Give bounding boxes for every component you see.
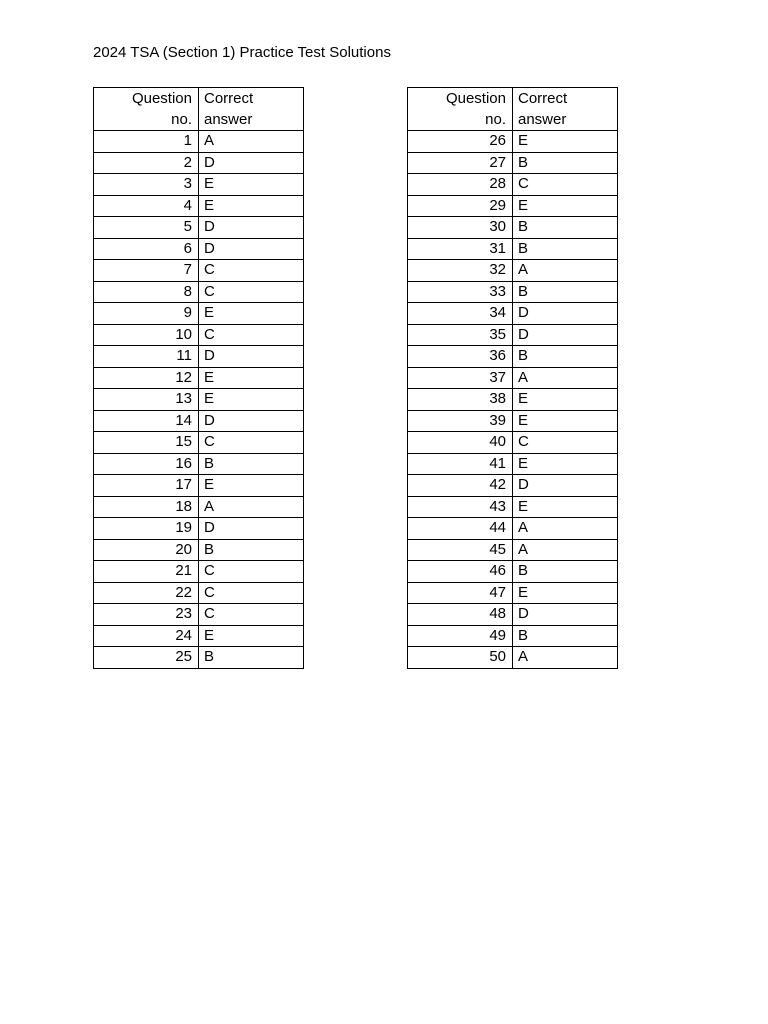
correct-answer-cell: A xyxy=(513,518,618,540)
correct-answer-cell: D xyxy=(199,238,304,260)
table-row xyxy=(408,174,618,196)
table-row xyxy=(408,582,618,604)
question-number-cell: 50 xyxy=(408,647,513,669)
question-number-cell: 31 xyxy=(408,238,513,260)
correct-answer-cell: C xyxy=(199,432,304,454)
table-row xyxy=(94,604,304,626)
table-row xyxy=(408,389,618,411)
correct-answer-header xyxy=(199,88,304,131)
question-number-cell: 34 xyxy=(408,303,513,325)
question-number-cell: 23 xyxy=(94,604,199,626)
correct-answer-cell: B xyxy=(513,625,618,647)
correct-answer-cell: B xyxy=(513,281,618,303)
correct-answer-cell: E xyxy=(513,131,618,153)
table-header-row xyxy=(94,88,304,131)
table-row xyxy=(94,625,304,647)
correct-answer-cell: B xyxy=(199,647,304,669)
correct-answer-cell: B xyxy=(199,453,304,475)
question-number-cell: 1 xyxy=(94,131,199,153)
correct-answer-cell: D xyxy=(199,410,304,432)
table-row xyxy=(94,303,304,325)
table-row xyxy=(408,346,618,368)
question-number-cell: 39 xyxy=(408,410,513,432)
table-row xyxy=(408,238,618,260)
table-row xyxy=(94,367,304,389)
table-row xyxy=(94,131,304,153)
question-number-cell: 24 xyxy=(94,625,199,647)
question-number-cell: 40 xyxy=(408,432,513,454)
question-number-cell: 46 xyxy=(408,561,513,583)
table-row xyxy=(94,281,304,303)
question-number-cell: 41 xyxy=(408,453,513,475)
correct-answer-cell: D xyxy=(199,217,304,239)
table-row xyxy=(94,582,304,604)
question-number-cell: 20 xyxy=(94,539,199,561)
header-text: no. xyxy=(485,111,506,128)
correct-answer-cell: E xyxy=(513,410,618,432)
correct-answer-cell: D xyxy=(199,518,304,540)
correct-answer-cell: E xyxy=(513,453,618,475)
correct-answer-cell: E xyxy=(513,195,618,217)
correct-answer-cell: D xyxy=(513,475,618,497)
table-row xyxy=(408,303,618,325)
question-number-header xyxy=(94,88,199,131)
table-row xyxy=(408,432,618,454)
question-number-header xyxy=(408,88,513,131)
table-row xyxy=(408,324,618,346)
header-text: no. xyxy=(171,111,192,128)
correct-answer-cell: C xyxy=(199,561,304,583)
correct-answer-cell: C xyxy=(199,281,304,303)
correct-answer-cell: B xyxy=(513,217,618,239)
question-number-cell: 30 xyxy=(408,217,513,239)
table-row xyxy=(94,346,304,368)
correct-answer-cell: C xyxy=(199,604,304,626)
table-row xyxy=(408,217,618,239)
correct-answer-cell: D xyxy=(199,152,304,174)
answers-table-2 xyxy=(407,87,618,669)
question-number-cell: 11 xyxy=(94,346,199,368)
question-number-cell: 4 xyxy=(94,195,199,217)
correct-answer-cell: C xyxy=(199,260,304,282)
question-number-cell: 5 xyxy=(94,217,199,239)
question-number-cell: 21 xyxy=(94,561,199,583)
answers-table-1 xyxy=(93,87,304,669)
table-row xyxy=(408,410,618,432)
question-number-cell: 10 xyxy=(94,324,199,346)
correct-answer-cell: D xyxy=(513,604,618,626)
table-row xyxy=(94,453,304,475)
table-row xyxy=(408,604,618,626)
correct-answer-cell: C xyxy=(199,324,304,346)
correct-answer-cell: E xyxy=(199,174,304,196)
question-number-cell: 3 xyxy=(94,174,199,196)
table-row xyxy=(94,324,304,346)
correct-answer-cell: A xyxy=(513,539,618,561)
table-header-row xyxy=(408,88,618,131)
correct-answer-cell: E xyxy=(199,625,304,647)
correct-answer-cell: A xyxy=(513,367,618,389)
table-row xyxy=(94,496,304,518)
question-number-cell: 26 xyxy=(408,131,513,153)
table-row xyxy=(94,432,304,454)
correct-answer-cell: B xyxy=(513,238,618,260)
table-row xyxy=(94,174,304,196)
table-row xyxy=(94,152,304,174)
table-row xyxy=(94,539,304,561)
table-row xyxy=(408,518,618,540)
correct-answer-cell: C xyxy=(199,582,304,604)
answers-table-body xyxy=(94,131,304,669)
question-number-cell: 17 xyxy=(94,475,199,497)
table-row xyxy=(94,561,304,583)
table-row xyxy=(94,217,304,239)
correct-answer-cell: B xyxy=(199,539,304,561)
question-number-cell: 38 xyxy=(408,389,513,411)
correct-answer-cell: E xyxy=(513,389,618,411)
correct-answer-cell: A xyxy=(513,260,618,282)
question-number-cell: 25 xyxy=(94,647,199,669)
table-row xyxy=(408,496,618,518)
header-text: answer xyxy=(204,111,253,128)
question-number-cell: 27 xyxy=(408,152,513,174)
table-row xyxy=(408,539,618,561)
table-row xyxy=(408,561,618,583)
question-number-cell: 22 xyxy=(94,582,199,604)
header-text: answer xyxy=(518,111,567,128)
header-text: Correct xyxy=(518,90,568,107)
question-number-cell: 6 xyxy=(94,238,199,260)
answers-table-body xyxy=(408,131,618,669)
correct-answer-cell: C xyxy=(513,432,618,454)
correct-answer-cell: B xyxy=(513,561,618,583)
table-row xyxy=(408,260,618,282)
correct-answer-cell: C xyxy=(513,174,618,196)
question-number-cell: 36 xyxy=(408,346,513,368)
question-number-cell: 13 xyxy=(94,389,199,411)
table-row xyxy=(94,518,304,540)
table-row xyxy=(408,625,618,647)
question-number-cell: 43 xyxy=(408,496,513,518)
table-row xyxy=(94,260,304,282)
table-row xyxy=(408,367,618,389)
correct-answer-cell: B xyxy=(513,346,618,368)
correct-answer-cell: E xyxy=(199,475,304,497)
correct-answer-cell: E xyxy=(513,496,618,518)
question-number-cell: 42 xyxy=(408,475,513,497)
table-row xyxy=(94,195,304,217)
correct-answer-header xyxy=(513,88,618,131)
question-number-cell: 32 xyxy=(408,260,513,282)
question-number-cell: 8 xyxy=(94,281,199,303)
table-row xyxy=(408,453,618,475)
question-number-cell: 18 xyxy=(94,496,199,518)
question-number-cell: 45 xyxy=(408,539,513,561)
header-text: Correct xyxy=(204,90,254,107)
question-number-cell: 2 xyxy=(94,152,199,174)
question-number-cell: 9 xyxy=(94,303,199,325)
question-number-cell: 33 xyxy=(408,281,513,303)
table-row xyxy=(408,152,618,174)
question-number-cell: 28 xyxy=(408,174,513,196)
table-row xyxy=(408,131,618,153)
question-number-cell: 14 xyxy=(94,410,199,432)
header-text: Question xyxy=(445,90,506,107)
table-row xyxy=(408,475,618,497)
correct-answer-cell: A xyxy=(199,496,304,518)
correct-answer-cell: E xyxy=(199,367,304,389)
question-number-cell: 7 xyxy=(94,260,199,282)
correct-answer-cell: E xyxy=(199,195,304,217)
question-number-cell: 49 xyxy=(408,625,513,647)
correct-answer-cell: E xyxy=(513,582,618,604)
correct-answer-cell: D xyxy=(513,324,618,346)
table-row xyxy=(94,647,304,669)
correct-answer-cell: B xyxy=(513,152,618,174)
question-number-cell: 29 xyxy=(408,195,513,217)
question-number-cell: 47 xyxy=(408,582,513,604)
question-number-cell: 12 xyxy=(94,367,199,389)
table-row xyxy=(408,647,618,669)
table-row xyxy=(94,238,304,260)
table-row xyxy=(408,281,618,303)
correct-answer-cell: A xyxy=(199,131,304,153)
page-title: 2024 TSA (Section 1) Practice Test Solutions xyxy=(93,44,391,61)
correct-answer-cell: E xyxy=(199,389,304,411)
question-number-cell: 37 xyxy=(408,367,513,389)
question-number-cell: 16 xyxy=(94,453,199,475)
correct-answer-cell: E xyxy=(199,303,304,325)
question-number-cell: 35 xyxy=(408,324,513,346)
table-row xyxy=(94,389,304,411)
correct-answer-cell: D xyxy=(513,303,618,325)
table-row xyxy=(94,410,304,432)
question-number-cell: 44 xyxy=(408,518,513,540)
question-number-cell: 15 xyxy=(94,432,199,454)
table-row xyxy=(94,475,304,497)
correct-answer-cell: A xyxy=(513,647,618,669)
table-row xyxy=(408,195,618,217)
header-text: Question xyxy=(131,90,192,107)
correct-answer-cell: D xyxy=(199,346,304,368)
question-number-cell: 48 xyxy=(408,604,513,626)
question-number-cell: 19 xyxy=(94,518,199,540)
